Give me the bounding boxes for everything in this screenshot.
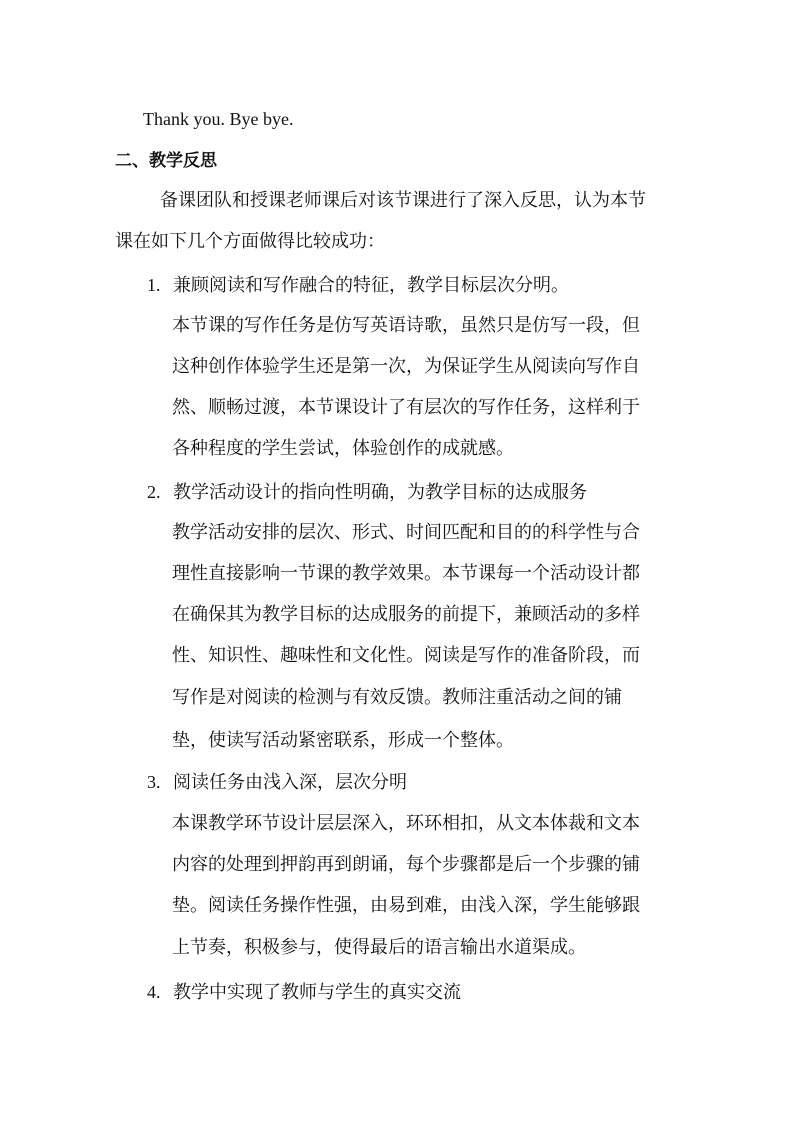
- list-item-body-line: 教学活动安排的层次、形式、时间匹配和目的的科学性与合: [172, 522, 640, 543]
- list-item-body-line: 这种创作体验学生还是第一次，为保证学生从阅读向写作自: [172, 356, 640, 377]
- list-item-body-line: 本节课的写作任务是仿写英语诗歌，虽然只是仿写一段，但: [172, 315, 640, 336]
- list-item-body-line: 内容的处理到押韵再到朗诵，每个步骤都是后一个步骤的铺: [172, 854, 640, 875]
- list-item-body-line: 上节奏，积极参与，使得最后的语言输出水道渠成。: [172, 937, 586, 958]
- list-item-body-line: 理性直接影响一节课的教学效果。本节课每一个活动设计都: [172, 563, 640, 584]
- list-item-body-line: 写作是对阅读的检测与有效反馈。教师注重活动之间的铺: [172, 687, 622, 708]
- list-item-body-line: 性、知识性、趣味性和文化性。阅读是写作的准备阶段，而: [172, 645, 640, 666]
- list-item-number: 2.: [147, 482, 161, 502]
- intro-line-1: 备课团队和授课老师课后对该节课进行了深入反思，认为本节: [160, 190, 646, 211]
- list-item-body-line: 各种程度的学生尝试，体验创作的成就感。: [172, 438, 514, 459]
- list-item-number: 4.: [147, 982, 161, 1002]
- list-item-title: [147, 480, 587, 505]
- list-item-body-line: 在确保其为教学目标的达成服务的前提下，兼顾活动的多样: [172, 604, 640, 625]
- list-item-number: 1.: [147, 275, 161, 295]
- list-item-title-text: 教学中实现了教师与学生的真实交流: [173, 982, 461, 1003]
- list-item-title-text: 教学活动设计的指向性明确，为教学目标的达成服务: [173, 482, 587, 503]
- closing-line: Thank you. Bye bye.: [143, 109, 294, 129]
- list-item-title-text: 兼顾阅读和写作融合的特征，教学目标层次分明。: [173, 275, 569, 296]
- intro-line-2: 课在如下几个方面做得比较成功：: [115, 231, 385, 252]
- list-item-title-text: 阅读任务由浅入深，层次分明: [173, 772, 407, 793]
- list-item-body-line: 垫。阅读任务操作性强，由易到难，由浅入深，学生能够跟: [172, 895, 640, 916]
- list-item-body-line: 垫，使读写活动紧密联系，形成一个整体。: [172, 730, 514, 751]
- list-item-title: [147, 980, 461, 1005]
- section-heading: 二、教学反思: [115, 151, 217, 171]
- list-item-title: [147, 273, 569, 298]
- list-item-title: [147, 770, 407, 795]
- list-item-body-line: 本课教学环节设计层层深入，环环相扣，从文本体裁和文本: [172, 813, 640, 834]
- list-item-body-line: 然、顺畅过渡，本节课设计了有层次的写作任务，这样利于: [172, 397, 640, 418]
- list-item-number: 3.: [147, 772, 161, 792]
